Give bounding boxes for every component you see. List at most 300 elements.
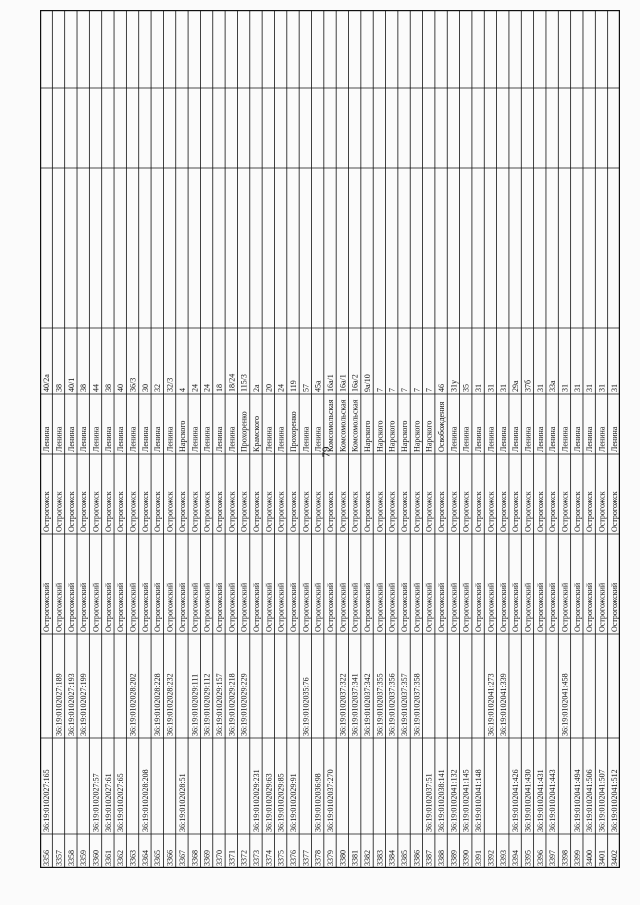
table-cell-street: Прохоренко bbox=[239, 411, 249, 452]
table-cell-cad2: 36:19:0102027:193 bbox=[66, 673, 76, 736]
table-cell-house: 31 bbox=[609, 384, 619, 392]
table-cell-district: Острогожский bbox=[79, 582, 89, 632]
table-cell-street: Ленина bbox=[560, 426, 570, 452]
table-cell-district: Острогожский bbox=[190, 582, 200, 632]
table-cell-district: Острогожский bbox=[449, 582, 459, 632]
table-cell-house: 7 bbox=[412, 388, 422, 392]
table-cell-house: 35 bbox=[461, 384, 471, 392]
table-cell-street: Нарского bbox=[400, 420, 410, 452]
table-cell-city: Острогожск bbox=[486, 491, 496, 532]
table-cell-street: Ленина bbox=[572, 426, 582, 452]
table-cell-cad1: 36:19:0102027:65 bbox=[116, 773, 126, 832]
table-row bbox=[548, 380, 557, 866]
table-cell-house: 4 bbox=[177, 388, 187, 392]
table-cell-no: 3357 bbox=[54, 850, 64, 866]
table-cell-district: Острогожский bbox=[511, 582, 521, 632]
table-cell-city: Острогожск bbox=[609, 491, 619, 532]
table-cell-no: 3395 bbox=[523, 850, 533, 866]
table-cell-city: Острогожск bbox=[214, 491, 224, 532]
table-cell-city: Острогожск bbox=[202, 491, 212, 532]
table-row bbox=[227, 374, 236, 866]
table-cell-cad1: 36:19:0102027:61 bbox=[103, 773, 113, 832]
table-cell-street: Нарского bbox=[363, 420, 373, 452]
table-cell-house: 24 bbox=[202, 384, 212, 392]
table-cell-cad2: 36:19:0102029:229 bbox=[239, 673, 249, 736]
table-cell-city: Острогожск bbox=[424, 491, 434, 532]
table-cell-cad1: 36:19:0102041:430 bbox=[523, 769, 533, 832]
table-cell-cad2: 36:19:0102029:111 bbox=[190, 673, 200, 736]
table-cell-no: 3386 bbox=[412, 850, 422, 866]
table-cell-no: 3376 bbox=[288, 850, 298, 866]
table-cell-street: Ленина bbox=[535, 426, 545, 452]
table-cell-cad1: 36:19:0102041:507 bbox=[597, 769, 607, 832]
table-cell-no: 3384 bbox=[387, 850, 397, 866]
table-cell-city: Острогожск bbox=[548, 491, 558, 532]
table-cell-city: Острогожск bbox=[375, 491, 385, 532]
table-cell-house: 32 bbox=[153, 384, 163, 392]
table-cell-street: Крамского bbox=[251, 415, 261, 452]
table-cell-city: Острогожск bbox=[412, 491, 422, 532]
table-cell-no: 3365 bbox=[153, 850, 163, 866]
table-row bbox=[486, 384, 495, 866]
table-cell-district: Острогожский bbox=[609, 582, 619, 632]
table-cell-cad1: 36:19:0102041:506 bbox=[585, 769, 595, 832]
table-cell-street: Ленина bbox=[214, 426, 224, 452]
table-cell-district: Острогожский bbox=[363, 582, 373, 632]
table-cell-cad1: 36:19:0102041:426 bbox=[511, 769, 521, 832]
table-cell-district: Острогожский bbox=[548, 582, 558, 632]
table-cell-house: 7 bbox=[424, 388, 434, 392]
table-cell-no: 3370 bbox=[214, 850, 224, 866]
page-number-text: 79 bbox=[320, 446, 332, 458]
table-cell-no: 3400 bbox=[585, 850, 595, 866]
table-cell-street: Ленина bbox=[190, 426, 200, 452]
table-row bbox=[536, 384, 545, 866]
table-cell-no: 3378 bbox=[313, 850, 323, 866]
table-cell-city: Острогожск bbox=[288, 491, 298, 532]
table-cell-no: 3367 bbox=[177, 850, 187, 866]
table-cell-street: Ленина bbox=[609, 426, 619, 452]
table-cell-city: Острогожск bbox=[276, 491, 286, 532]
table-cell-no: 3402 bbox=[609, 850, 619, 866]
table-row bbox=[314, 380, 323, 866]
table-cell-city: Острогожск bbox=[498, 491, 508, 532]
table-row bbox=[462, 384, 471, 866]
table-cell-city: Острогожск bbox=[116, 491, 126, 532]
table-cell-house: 44 bbox=[91, 384, 101, 392]
table-cell-street: Ленина bbox=[153, 426, 163, 452]
table-cell-cad1: 36:19:0102029:85 bbox=[276, 773, 286, 832]
table-cell-district: Острогожский bbox=[572, 582, 582, 632]
table-cell-cad1: 36:19:0102041:494 bbox=[572, 769, 582, 832]
table-cell-house: 38 bbox=[103, 384, 113, 392]
table-cell-city: Острогожск bbox=[66, 491, 76, 532]
table-row bbox=[42, 374, 51, 866]
table-cell-cad1: 36:19:0102037:51 bbox=[424, 773, 434, 832]
table-cell-district: Острогожский bbox=[585, 582, 595, 632]
table-cell-street: Нарского bbox=[387, 420, 397, 452]
table-cell-district: Острогожский bbox=[276, 582, 286, 632]
table-cell-street: Освобождения bbox=[437, 401, 447, 452]
table-cell-district: Острогожский bbox=[239, 582, 249, 632]
table-cell-street: Ленина bbox=[140, 426, 150, 452]
table-cell-cad2: 36:19:0102041:339 bbox=[498, 673, 508, 736]
table-cell-house: 36/3 bbox=[128, 377, 138, 392]
table-cell-city: Острогожск bbox=[264, 491, 274, 532]
table-cell-cad1: 36:19:0102041:145 bbox=[461, 769, 471, 832]
table-cell-district: Острогожский bbox=[486, 582, 496, 632]
table-cell-district: Острогожский bbox=[597, 582, 607, 632]
table-row bbox=[67, 378, 76, 866]
table-row bbox=[474, 384, 483, 866]
table-cell-house: 7 bbox=[387, 388, 397, 392]
table-cell-cad1: 36:19:0102028:208 bbox=[140, 769, 150, 832]
table-row bbox=[400, 388, 409, 866]
table-cell-house: 31 bbox=[560, 384, 570, 392]
table-cell-district: Острогожский bbox=[437, 582, 447, 632]
table-cell-no: 3368 bbox=[190, 850, 200, 866]
table-cell-district: Острогожский bbox=[66, 582, 76, 632]
table-cell-no: 3371 bbox=[227, 850, 237, 866]
table-cell-no: 3379 bbox=[326, 850, 335, 866]
table-cell-no: 3391 bbox=[474, 850, 484, 866]
table-cell-district: Острогожский bbox=[153, 582, 163, 632]
table-cell-street: Ленина bbox=[461, 426, 471, 452]
table-cell-street: Ленина bbox=[54, 426, 64, 452]
table-cell-city: Острогожск bbox=[165, 491, 175, 532]
table-cell-no: 3369 bbox=[202, 850, 212, 866]
table-cell-street: Ленина bbox=[42, 426, 52, 452]
table-cell-house: 31 bbox=[498, 384, 508, 392]
table-cell-house: 33а bbox=[548, 380, 558, 392]
table-cell-no: 3390 bbox=[461, 850, 471, 866]
table-row bbox=[610, 384, 619, 866]
table-cell-cad2: 36:19:0102037:356 bbox=[387, 673, 397, 736]
table-cell-house: 20 bbox=[264, 384, 274, 392]
table-cell-district: Острогожский bbox=[177, 582, 187, 632]
table-cell-no: 3387 bbox=[424, 850, 434, 866]
table-cell-street: Нарского bbox=[412, 420, 422, 452]
table-cell-no: 3374 bbox=[264, 850, 274, 866]
table-cell-district: Острогожский bbox=[116, 582, 126, 632]
table-cell-cad1: 36:19:0102041:148 bbox=[474, 769, 484, 832]
table-cell-no: 3399 bbox=[572, 850, 582, 866]
table-cell-city: Острогожск bbox=[128, 491, 138, 532]
table-cell-no: 3360 bbox=[91, 850, 101, 866]
table-cell-city: Острогожск bbox=[400, 491, 410, 532]
table-cell-city: Острогожск bbox=[437, 491, 447, 532]
table-cell-district: Острогожский bbox=[400, 582, 410, 632]
table-cell-street: Ленина bbox=[486, 426, 496, 452]
table-cell-street: Ленина bbox=[128, 426, 138, 452]
table-cell-street: Ленина bbox=[511, 426, 521, 452]
table-row bbox=[289, 380, 298, 866]
table-cell-city: Острогожск bbox=[523, 491, 533, 532]
table-cell-city: Острогожск bbox=[585, 491, 595, 532]
table-row bbox=[412, 388, 421, 866]
table-cell-street: Комсомольская bbox=[326, 399, 335, 452]
table-cell-city: Острогожск bbox=[511, 491, 521, 532]
table-cell-house: 31у bbox=[449, 380, 459, 392]
table-cell-street: Ленина bbox=[585, 426, 595, 452]
table-cell-cad2: 36:19:0102028:232 bbox=[165, 673, 175, 736]
table-cell-district: Острогожский bbox=[91, 582, 101, 632]
table-row bbox=[338, 374, 347, 866]
table-cell-street: Ленина bbox=[202, 426, 212, 452]
table-cell-city: Острогожск bbox=[227, 491, 237, 532]
table-cell-city: Острогожск bbox=[79, 491, 89, 532]
table-cell-district: Острогожский bbox=[313, 582, 323, 632]
table-cell-cad1: 36:19:0102036:98 bbox=[313, 773, 323, 832]
table-cell-no: 3393 bbox=[498, 850, 508, 866]
table-cell-house: 31 bbox=[585, 384, 595, 392]
table-cell-cad2: 36:19:0102037:342 bbox=[363, 673, 373, 736]
table-row bbox=[523, 380, 532, 866]
table-cell-no: 3375 bbox=[276, 850, 286, 866]
table-cell-city: Острогожск bbox=[597, 491, 607, 532]
table-cell-city: Острогожск bbox=[560, 491, 570, 532]
table-cell-cad2: 36:19:0102028:228 bbox=[153, 673, 163, 736]
table-cell-city: Острогожск bbox=[363, 491, 373, 532]
table-cell-no: 3392 bbox=[486, 850, 496, 866]
table-cell-street: Ленина bbox=[597, 426, 607, 452]
table-cell-city: Острогожск bbox=[153, 491, 163, 532]
table-cell-city: Острогожск bbox=[91, 491, 101, 532]
table-row bbox=[92, 384, 101, 866]
table-cell-cad2: 36:19:0102041:273 bbox=[486, 673, 496, 736]
table-cell-district: Острогожский bbox=[326, 582, 335, 632]
table-cell-city: Острогожск bbox=[387, 491, 397, 532]
table-cell-city: Острогожск bbox=[474, 491, 484, 532]
table-row bbox=[203, 384, 212, 866]
table-cell-district: Острогожский bbox=[301, 582, 311, 632]
table-row bbox=[153, 384, 162, 866]
table-cell-house: 7 bbox=[400, 388, 410, 392]
table-cell-no: 3388 bbox=[437, 850, 447, 866]
table-row bbox=[264, 384, 273, 866]
table-cell-street: Комсомольская bbox=[338, 399, 348, 452]
table-cell-cad2: 36:19:0102029:218 bbox=[227, 673, 237, 736]
table-cell-house: 38 bbox=[54, 384, 64, 392]
table-cell-cad2: 36:19:0102037:357 bbox=[400, 673, 410, 736]
table-cell-city: Острогожск bbox=[338, 491, 348, 532]
table-cell-street: Ленина bbox=[523, 426, 533, 452]
table-cell-house: 18 bbox=[214, 384, 224, 392]
table-cell-house: 16а/1 bbox=[338, 374, 348, 392]
table-cell-cad2: 36:19:0102029:157 bbox=[214, 673, 224, 736]
table-cell-no: 3361 bbox=[103, 850, 113, 866]
table-row bbox=[215, 384, 224, 866]
table-cell-cad1: 36:19:0102029:231 bbox=[251, 769, 261, 832]
table-cell-house: 46 bbox=[437, 384, 447, 392]
table-cell-street: Нарского bbox=[375, 420, 385, 452]
table-cell-cad2: 36:19:0102037:322 bbox=[338, 673, 348, 736]
table-cell-district: Острогожский bbox=[535, 582, 545, 632]
table-row bbox=[597, 384, 606, 866]
table-cell-cad2: 36:19:0102041:458 bbox=[560, 673, 570, 736]
table-row bbox=[178, 388, 187, 866]
table-row bbox=[104, 384, 113, 866]
table-cell-district: Острогожский bbox=[103, 582, 113, 632]
table-cell-no: 3362 bbox=[116, 850, 126, 866]
table-cell-house: 31 bbox=[535, 384, 545, 392]
table-cell-street: Ленина bbox=[79, 426, 89, 452]
table-cell-city: Острогожск bbox=[535, 491, 545, 532]
table-cell-street: Ленина bbox=[301, 426, 311, 452]
table-cell-street: Ленина bbox=[548, 426, 558, 452]
table-row bbox=[425, 388, 434, 866]
table-row bbox=[363, 374, 372, 866]
table-cell-district: Острогожский bbox=[54, 582, 64, 632]
table-row bbox=[351, 374, 360, 866]
table-cell-house: 30 bbox=[140, 384, 150, 392]
table-cell-district: Острогожский bbox=[424, 582, 434, 632]
table-cell-street: Нарского bbox=[177, 420, 187, 452]
table-cell-district: Острогожский bbox=[227, 582, 237, 632]
table-row bbox=[141, 384, 150, 866]
table-cell-cad2: 36:19:0102028:202 bbox=[128, 673, 138, 736]
table-row bbox=[449, 380, 458, 866]
table-cell-no: 3364 bbox=[140, 850, 150, 866]
table-row bbox=[375, 388, 384, 866]
table-cell-street: Ленина bbox=[498, 426, 508, 452]
table-cell-cad1: 36:19:0102027:57 bbox=[91, 773, 101, 832]
table-cell-house: 31 bbox=[572, 384, 582, 392]
table-row bbox=[326, 374, 335, 866]
table-cell-house: 16а/1 bbox=[326, 374, 335, 392]
table-cell-city: Острогожск bbox=[177, 491, 187, 532]
table-cell-street: Комсомольская bbox=[350, 399, 360, 452]
table-cell-no: 3401 bbox=[597, 850, 607, 866]
table-cell-street: Ленина bbox=[474, 426, 484, 452]
table-svg bbox=[40, 10, 620, 868]
table-cell-cad2: 36:19:0102037:355 bbox=[375, 673, 385, 736]
table-cell-district: Острогожский bbox=[214, 582, 224, 632]
table-cell-cad2: 36:19:0102037:358 bbox=[412, 673, 422, 736]
table-cell-city: Острогожск bbox=[103, 491, 113, 532]
table-cell-cad2: 36:19:0102035:76 bbox=[301, 677, 311, 736]
table-cell-district: Острогожский bbox=[140, 582, 150, 632]
table-cell-district: Острогожский bbox=[498, 582, 508, 632]
table-cell-cad1: 36:19:0102029:63 bbox=[264, 773, 274, 832]
table-cell-house: 32/3 bbox=[165, 377, 175, 392]
table-cell-cad2: 36:19:0102037:341 bbox=[350, 673, 360, 736]
table-cell-city: Острогожск bbox=[350, 491, 360, 532]
table-cell-house: 40 bbox=[116, 384, 126, 392]
table-cell-no: 3385 bbox=[400, 850, 410, 866]
table-cell-district: Острогожский bbox=[350, 582, 360, 632]
table-cell-house: 38 bbox=[79, 384, 89, 392]
table-cell-city: Острогожск bbox=[301, 491, 311, 532]
table-row bbox=[116, 384, 125, 866]
table-cell-cad2: 36:19:0102027:189 bbox=[54, 673, 64, 736]
table-cell-no: 3356 bbox=[42, 850, 52, 866]
table-row bbox=[499, 384, 508, 866]
table-cell-city: Острогожск bbox=[140, 491, 150, 532]
table-row bbox=[252, 384, 261, 866]
table-row bbox=[511, 380, 520, 866]
table-row bbox=[388, 388, 397, 866]
table-cell-city: Острогожск bbox=[313, 491, 323, 532]
table-cell-street: Ленина bbox=[116, 426, 126, 452]
table-cell-street: Ленина bbox=[103, 426, 113, 452]
table-cell-house: 37б bbox=[523, 379, 533, 392]
table-cell-street: Ленина bbox=[449, 426, 459, 452]
table-cell-district: Острогожский bbox=[251, 582, 261, 632]
table-cell-house: 31 bbox=[486, 384, 496, 392]
table-cell-no: 3389 bbox=[449, 850, 459, 866]
table-cell-district: Острогожский bbox=[42, 582, 52, 632]
table-cell-house: 9а/10 bbox=[363, 374, 373, 392]
table-cell-no: 3377 bbox=[301, 850, 311, 866]
table-cell-cad2: 36:19:0102027:199 bbox=[79, 673, 89, 736]
table-cell-house: 29а bbox=[511, 380, 521, 392]
table-cell-no: 3382 bbox=[363, 850, 373, 866]
table-cell-city: Острогожск bbox=[190, 491, 200, 532]
table-cell-district: Острогожский bbox=[288, 582, 298, 632]
table-cell-district: Острогожский bbox=[264, 582, 274, 632]
table-cell-house: 119 bbox=[288, 380, 298, 392]
table-cell-no: 3358 bbox=[66, 850, 76, 866]
table-cell-city: Острогожск bbox=[449, 491, 459, 532]
table-cell-cad1: 36:19:0102028:51 bbox=[177, 773, 187, 832]
table-cell-city: Острогожск bbox=[239, 491, 249, 532]
table-row bbox=[301, 384, 310, 866]
table-cell-cad1: 36:19:0102029:91 bbox=[288, 773, 298, 832]
table-cell-city: Острогожск bbox=[572, 491, 582, 532]
table-cell-street: Ленина bbox=[91, 426, 101, 452]
table-cell-district: Острогожский bbox=[338, 582, 348, 632]
table-row bbox=[277, 384, 286, 866]
table-cell-no: 3359 bbox=[79, 850, 89, 866]
table-cell-no: 3373 bbox=[251, 850, 261, 866]
table-cell-cad1: 36:19:0102027:165 bbox=[42, 769, 52, 832]
table-cell-no: 3383 bbox=[375, 850, 385, 866]
table-cell-no: 3363 bbox=[128, 850, 138, 866]
table-row bbox=[79, 384, 88, 866]
table-cell-cad1: 36:19:0102038:141 bbox=[437, 769, 447, 832]
table-cell-district: Острогожский bbox=[412, 582, 422, 632]
table-cell-house: 18/24 bbox=[227, 373, 237, 392]
table-cell-district: Острогожский bbox=[165, 582, 175, 632]
table-cell-house: 31 bbox=[597, 384, 607, 392]
table-cell-district: Острогожский bbox=[523, 582, 533, 632]
table-row bbox=[437, 384, 446, 866]
table-cell-street: Ленина bbox=[264, 426, 274, 452]
table-cell-city: Острогожск bbox=[54, 491, 64, 532]
table-cell-cad1: 36:19:0102041:512 bbox=[609, 769, 619, 832]
table-cell-no: 3380 bbox=[338, 850, 348, 866]
table-cell-district: Острогожский bbox=[461, 582, 471, 632]
table-cell-cad1: 36:19:0102041:431 bbox=[535, 769, 545, 832]
table-row bbox=[55, 384, 64, 866]
table-cell-no: 3381 bbox=[350, 850, 360, 866]
table-cell-district: Острогожский bbox=[375, 582, 385, 632]
table-cell-cad1: 36:19:0102041:443 bbox=[548, 769, 558, 832]
table-cell-no: 3398 bbox=[560, 850, 570, 866]
table-cell-district: Острогожский bbox=[474, 582, 484, 632]
table-cell-house: 7 bbox=[375, 388, 385, 392]
table-cell-cad2: 36:19:0102029:112 bbox=[202, 673, 212, 736]
table-cell-house: 24 bbox=[276, 384, 286, 392]
table-cell-street: Ленина bbox=[276, 426, 286, 452]
table-row bbox=[190, 384, 199, 866]
table-cell-street: Ленина bbox=[313, 426, 323, 452]
table-cell-street: Ленина bbox=[165, 426, 175, 452]
table-cell-street: Ленина bbox=[66, 426, 76, 452]
table-cell-city: Острогожск bbox=[42, 491, 52, 532]
table-row bbox=[573, 384, 582, 866]
